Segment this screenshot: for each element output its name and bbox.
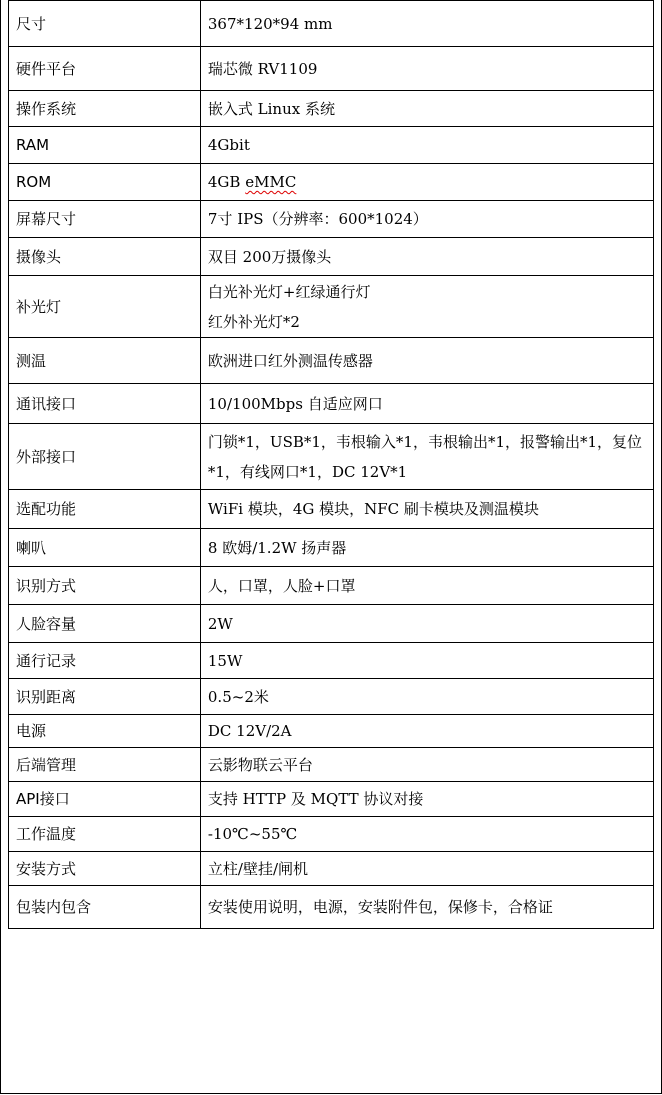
spec-key: 人脸容量 xyxy=(9,605,201,643)
spec-value: 4Gbit xyxy=(200,127,653,164)
spec-value xyxy=(200,276,653,338)
table-row xyxy=(9,164,654,201)
spec-value: 10/100Mbps 自适应网口 xyxy=(200,384,653,424)
spec-value: 15W xyxy=(200,643,653,679)
spec-value: 安装使用说明，电源，安装附件包，保修卡，合格证 xyxy=(200,886,653,929)
spec-value: 立柱/壁挂/闸机 xyxy=(200,852,653,886)
spec-key: ROM xyxy=(9,164,201,201)
spec-key: 喇叭 xyxy=(9,529,201,567)
spec-value-line: 红外补光灯*2 xyxy=(207,312,300,331)
spec-value: 8 欧姆/1.2W 扬声器 xyxy=(200,529,653,567)
spec-key: 后端管理 xyxy=(9,748,201,782)
table-row xyxy=(9,338,654,384)
spec-key: 识别方式 xyxy=(9,567,201,605)
spec-value xyxy=(200,164,653,201)
spec-value: 门锁*1，USB*1，韦根输入*1，韦根输出*1，报警输出*1，复位*1，有线网口*1，DC 12V*1 xyxy=(200,424,653,490)
table-row xyxy=(9,238,654,276)
table-row xyxy=(9,276,654,338)
table-row xyxy=(9,384,654,424)
spec-key: 摄像头 xyxy=(9,238,201,276)
spec-value: WiFi 模块，4G 模块，NFC 刷卡模块及测温模块 xyxy=(200,490,653,529)
spec-value: DC 12V/2A xyxy=(200,715,653,748)
spec-key: API接口 xyxy=(9,782,201,817)
table-row xyxy=(9,605,654,643)
spec-key: 测温 xyxy=(9,338,201,384)
spellcheck-underlined-text: eMMC xyxy=(245,173,297,191)
spec-key: 包装内包含 xyxy=(9,886,201,929)
spec-value: -10℃~55℃ xyxy=(200,817,653,852)
spec-value: 7寸 IPS（分辨率：600*1024） xyxy=(200,201,653,238)
spec-key: 选配功能 xyxy=(9,490,201,529)
spec-key: 识别距离 xyxy=(9,679,201,715)
table-row xyxy=(9,490,654,529)
table-row xyxy=(9,817,654,852)
table-row xyxy=(9,748,654,782)
spec-value: 瑞芯微 RV1109 xyxy=(200,47,653,91)
spec-key: 通行记录 xyxy=(9,643,201,679)
table-row xyxy=(9,567,654,605)
spec-key: 工作温度 xyxy=(9,817,201,852)
spec-value: 双目 200万摄像头 xyxy=(200,238,653,276)
spec-value: 云影物联云平台 xyxy=(200,748,653,782)
spec-key: 安装方式 xyxy=(9,852,201,886)
table-row xyxy=(9,424,654,490)
spec-value: 0.5~2米 xyxy=(200,679,653,715)
spec-value: 嵌入式 Linux 系统 xyxy=(200,91,653,127)
table-row xyxy=(9,47,654,91)
spec-table xyxy=(8,0,654,929)
spec-key: 补光灯 xyxy=(9,276,201,338)
table-row xyxy=(9,852,654,886)
spec-value: 支持 HTTP 及 MQTT 协议对接 xyxy=(200,782,653,817)
table-row xyxy=(9,643,654,679)
table-row xyxy=(9,679,654,715)
spec-key: 硬件平台 xyxy=(9,47,201,91)
spec-value-line: 白光补光灯+红绿通行灯 xyxy=(207,282,371,301)
spec-key: 外部接口 xyxy=(9,424,201,490)
spec-value-prefix: 4GB xyxy=(207,173,246,191)
spec-key: 通讯接口 xyxy=(9,384,201,424)
table-row xyxy=(9,715,654,748)
spec-key: 尺寸 xyxy=(9,1,201,47)
spec-key: 屏幕尺寸 xyxy=(9,201,201,238)
table-row xyxy=(9,201,654,238)
table-row xyxy=(9,886,654,929)
spec-key: RAM xyxy=(9,127,201,164)
spec-value: 2W xyxy=(200,605,653,643)
spec-value: 人，口罩，人脸+口罩 xyxy=(200,567,653,605)
table-row xyxy=(9,127,654,164)
table-row xyxy=(9,91,654,127)
table-row xyxy=(9,1,654,47)
spec-key: 电源 xyxy=(9,715,201,748)
spec-value: 欧洲进口红外测温传感器 xyxy=(200,338,653,384)
spec-key: 操作系统 xyxy=(9,91,201,127)
spec-value: 367*120*94 mm xyxy=(200,1,653,47)
table-row xyxy=(9,529,654,567)
table-row xyxy=(9,782,654,817)
